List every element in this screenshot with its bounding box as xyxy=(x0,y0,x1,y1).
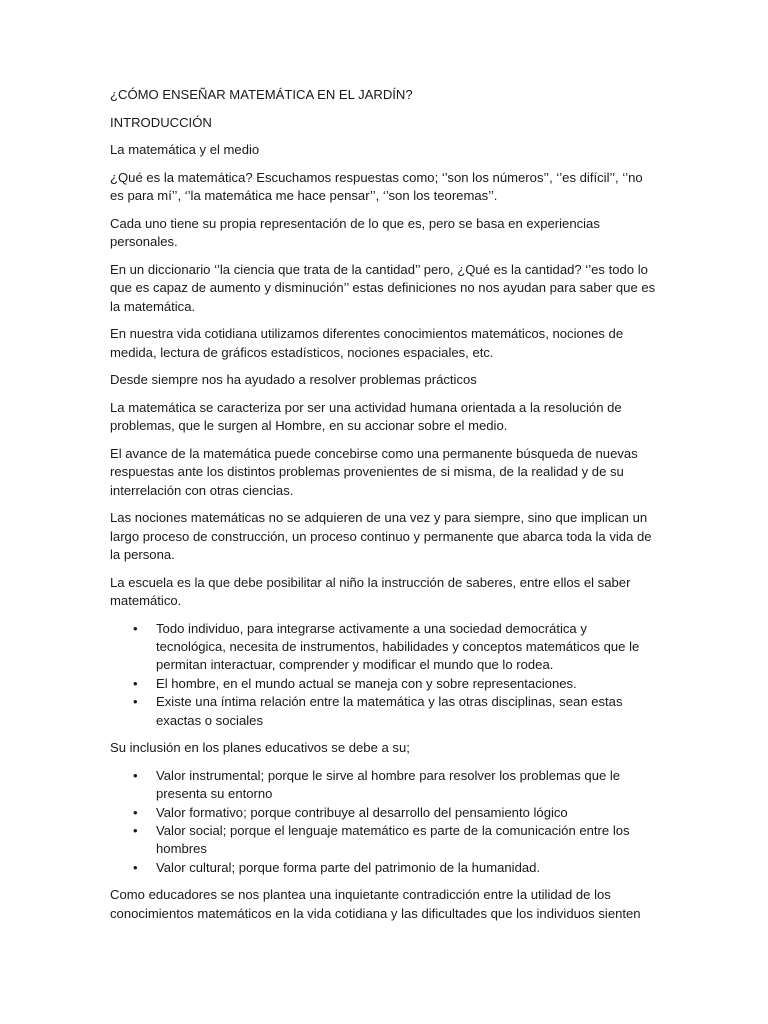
list-item-text: Valor cultural; porque forma parte del patrimonio de la humanidad. xyxy=(156,859,541,875)
list-item xyxy=(133,675,658,693)
list-item xyxy=(133,859,658,877)
list-item-text: Valor formativo; porque contribuye al desarrollo del pensamiento lógico xyxy=(156,804,568,820)
list-item xyxy=(133,693,658,730)
paragraph: En un diccionario ‘’la ciencia que trata de la cantidad’’ pero, ¿Qué es la cantidad? ‘’es todo lo que es capaz de aumento y disminución’’ estas definiciones no nos ayudan para saber que es la matemática. xyxy=(110,261,656,314)
list-item xyxy=(133,822,658,859)
paragraph: Su inclusión en los planes educativos se debe a su; xyxy=(110,740,410,756)
paragraph: La matemática se caracteriza por ser una actividad humana orientada a la resolución de problemas, que le surgen al Hombre, en su accionar sobre el medio. xyxy=(110,399,622,434)
list-item-text: Todo individuo, para integrarse activamente a una sociedad democrática y tecnológica, necesita de instrumentos, habilidades y conceptos matemáticos que le permitan interactuar, comprender y modificar el mundo que lo rodea. xyxy=(156,620,640,673)
bullet-icon: • xyxy=(133,694,138,710)
bullet-list xyxy=(110,767,658,877)
list-item-text: Valor instrumental; porque le sirve al hombre para resolver los problemas que le presenta su entorno xyxy=(156,767,621,802)
bullet-icon: • xyxy=(133,859,138,875)
list-item-text: El hombre, en el mundo actual se maneja con y sobre representaciones. xyxy=(156,675,577,691)
bullet-icon: • xyxy=(133,675,138,691)
paragraph: Cada uno tiene su propia representación de lo que es, pero se basa en experiencias personales. xyxy=(110,215,600,250)
list-item-text: Existe una íntima relación entre la matemática y las otras disciplinas, sean estas exactas o sociales xyxy=(156,694,623,728)
paragraph: Como educadores se nos plantea una inquietante contradicción entre la utilidad de los conocimientos matemáticos en la vida cotidiana y las dificultades que los individuos sienten xyxy=(110,887,641,921)
document-title: ¿CÓMO ENSEÑAR MATEMÁTICA EN EL JARDÍN? xyxy=(110,87,413,102)
paragraph: ¿Qué es la matemática? Escuchamos respuestas como; ‘’son los números’’, ‘’es difícil’’, ‘’no es para mí’’, ‘’la matemática me hace pensar’’, ‘’son los teoremas’’. xyxy=(110,169,643,204)
paragraph: Las nociones matemáticas no se adquieren de una vez y para siempre, sino que implican un largo proceso de construcción, un proceso continuo y permanente que abarca toda la vida de la persona. xyxy=(110,510,652,562)
list-item xyxy=(133,620,658,675)
list-item xyxy=(133,767,658,804)
bullet-icon: • xyxy=(133,823,138,839)
paragraph: En nuestra vida cotidiana utilizamos diferentes conocimientos matemáticos, nociones de medida, lectura de gráficos estadísticos, nociones espaciales, etc. xyxy=(110,326,624,360)
list-item-text: Valor social; porque el lenguaje matemático es parte de la comunicación entre los hombres xyxy=(156,823,630,857)
paragraph: Desde siempre nos ha ayudado a resolver problemas prácticos xyxy=(110,372,477,388)
paragraph: El avance de la matemática puede concebirse como una permanente búsqueda de nuevas respuestas ante los distintos problemas provenientes de si misma, de la realidad y de su interrelación con otras ciencias. xyxy=(110,445,638,498)
subsection-heading: La matemática y el medio xyxy=(110,142,260,158)
bullet-icon: • xyxy=(133,767,138,783)
bullet-list xyxy=(110,620,658,730)
list-item xyxy=(133,804,658,822)
bullet-icon: • xyxy=(133,620,138,636)
paragraph: La escuela es la que debe posibilitar al niño la instrucción de saberes, entre ellos el saber matemático. xyxy=(110,574,631,608)
bullet-icon: • xyxy=(133,804,138,820)
section-heading: INTRODUCCIÓN xyxy=(110,114,212,130)
